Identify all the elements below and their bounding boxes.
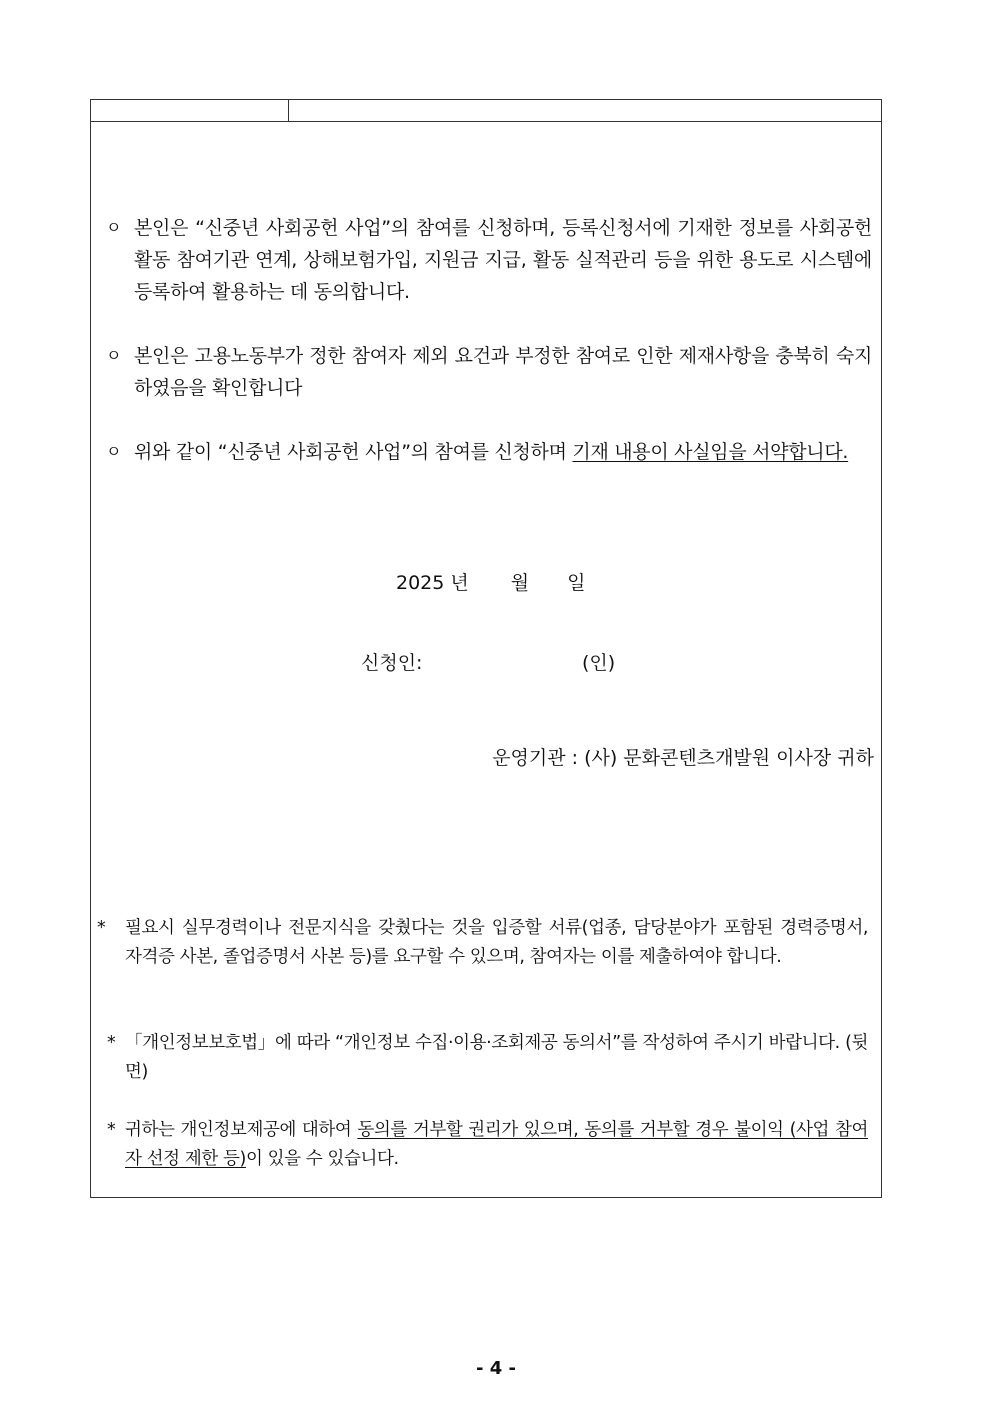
page-number: - 4 -	[476, 1358, 516, 1379]
applicant-label: 신청인:	[361, 652, 423, 674]
form-header-row	[91, 100, 881, 122]
consent-paragraph-2	[96, 340, 880, 410]
note-3-underlined-text: 동의를 거부할 권리가 있으며, 동의를 거부할 경우 불이익 (사업 참여자 선정 제한 등)	[125, 1120, 868, 1169]
applicant-seal: (인)	[582, 652, 616, 674]
note-2-text: 「개인정보보호법」에 따라 “개인정보 수집·이용·조회제공 동의서”를 작성하여 주시기 바랍니다. (뒷면)	[125, 1033, 868, 1082]
date-year: 2025	[396, 572, 445, 594]
note-1-text: 필요시 실무경력이나 전문지식을 갖췄다는 것을 입증할 서류(업종, 담당분야가 포함된 경력증명서, 자격증 사본, 졸업증명서 사본 등)를 요구할 수 있으며, 참여자는 이를 제출하여야 합니다.	[125, 918, 868, 967]
date-month-unit: 월	[510, 572, 530, 594]
date-day-unit: 일	[567, 572, 586, 594]
header-cell-left	[91, 100, 289, 121]
date-line	[396, 568, 585, 595]
note-3-text-lead: 귀하는 개인정보제공에 대하여	[125, 1120, 358, 1140]
asterisk-icon: *	[107, 1120, 116, 1140]
recipient-line: 운영기관 : (사) 문화콘텐츠개발원 이사장 귀하	[492, 747, 874, 769]
consent-paragraph-3	[96, 436, 880, 506]
asterisk-icon: *	[107, 1033, 116, 1053]
circle-bullet-icon: ㅇ	[106, 346, 122, 365]
note-3-text-tail: 이 있을 수 있습니다.	[245, 1149, 399, 1169]
note-3-text	[125, 1116, 868, 1174]
header-cell-right	[289, 100, 881, 121]
asterisk-icon: *	[97, 918, 106, 938]
consent-paragraph-1-text: 본인은 “신중년 사회공헌 사업”의 참여를 신청하며, 등록신청서에 기재한 정보를 사회공헌활동 참여기관 연계, 상해보험가입, 지원금 지급, 활동 실적관리 등을 위한 용도로 시스템에 등록하여 활용하는 데 동의합니다.	[134, 217, 872, 303]
note-1	[97, 914, 875, 1004]
circle-bullet-icon: ㅇ	[106, 218, 122, 237]
note-2	[107, 1029, 875, 1089]
pledge-underlined-text: 기재 내용이 사실임을 서약합니다.	[572, 441, 849, 463]
consent-paragraph-2-text: 본인은 고용노동부가 정한 참여자 제외 요건과 부정한 참여로 인한 제재사항을 충북히 숙지하였음을 확인합니다	[134, 345, 872, 399]
consent-paragraph-1	[96, 212, 880, 312]
pledge-text: 위와 같이 “신중년 사회공헌 사업”의 참여를 신청하며	[134, 441, 573, 463]
consent-paragraph-3-text	[134, 436, 872, 468]
circle-bullet-icon: ㅇ	[106, 442, 122, 461]
note-3	[107, 1116, 875, 1176]
date-year-unit: 년	[450, 572, 469, 594]
